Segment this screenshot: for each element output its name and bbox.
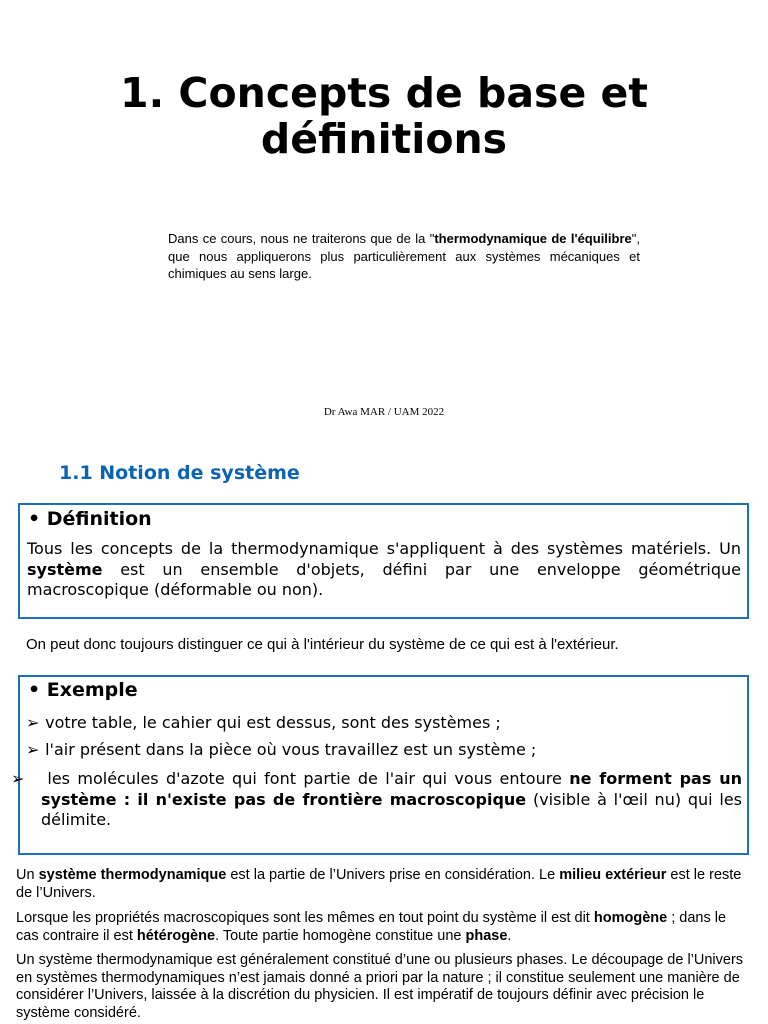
p2-bold-heterogene: hétérogène — [136, 927, 216, 944]
p2-bold-homogene: homogène — [593, 910, 668, 926]
example-item-3-text-a: les molécules d'azote qui font partie de l'air qui vous entoure — [47, 769, 570, 788]
intro-text-bold: thermodynamique de l'équilibre — [434, 231, 632, 246]
example-item-2 — [26, 740, 742, 761]
p1-text-d: est le reste de l’Univers. — [16, 867, 742, 901]
paragraph-system-definition — [16, 867, 746, 902]
example-item-3-text-b: (visible à l'œil nu) qui les délimite. — [41, 789, 742, 829]
example-box — [11, 675, 749, 855]
p2-text-c: ; dans le cas contraire il est — [16, 910, 727, 944]
arrow-bullet-icon: ➢ — [26, 713, 40, 732]
arrow-bullet-icon: ➢ — [11, 769, 25, 788]
example-item-1 — [26, 713, 742, 734]
paragraph-homogeneity — [16, 910, 746, 945]
p1-text-a: Un — [16, 867, 39, 883]
p1-text-c: est la partie de l’Univers prise en considération. Le — [226, 867, 560, 883]
definition-text-b: est un ensemble d'objets, défini par une enveloppe géométrique macroscopique (déformable ou non). — [27, 559, 741, 599]
example-heading: • Exemple — [28, 679, 138, 701]
p2-text-a: Lorsque les propriétés macroscopiques sont les mêmes en tout point du système il est dit — [16, 910, 594, 926]
definition-text-a: Tous les concepts de la thermodynamique s'appliquent à des systèmes matériels. Un — [27, 539, 741, 558]
p2-text-d: . Toute partie homogène constitue une — [215, 927, 466, 944]
page-title — [0, 70, 768, 162]
p2-bold-phase: phase — [465, 927, 508, 944]
intro-text-post: ", que nous appliquerons plus particulièrement aux systèmes mécaniques et chimiques au sens large. — [168, 231, 640, 281]
p1-bold-system: système thermodynamique — [38, 867, 227, 883]
example-item-1-text: votre table, le cahier qui est dessus, sont des systèmes ; — [45, 713, 501, 732]
p2-text-e: . — [507, 927, 512, 944]
p1-bold-milieu: milieu extérieur — [559, 867, 667, 883]
intro-text-pre: Dans ce cours, nous ne traiterons que de la " — [168, 231, 435, 246]
title-line-2: définitions — [260, 115, 508, 163]
definition-heading: • Définition — [28, 508, 152, 530]
example-item-3-bold: ne forment pas un système : il n'existe pas de frontière macroscopique — [41, 769, 743, 809]
example-item-3 — [11, 769, 743, 831]
definition-text-bold: système — [27, 559, 103, 579]
definition-text — [27, 539, 741, 601]
author-credit: Dr Awa MAR / UAM 2022 — [323, 406, 445, 418]
example-item-2-text: l'air présent dans la pièce où vous travaillez est un système ; — [45, 740, 537, 759]
title-line-1: 1. Concepts de base et — [120, 69, 648, 117]
between-text: On peut donc toujours distinguer ce qui à l'intérieur du système de ce qui est à l'extérieur. — [26, 636, 619, 653]
arrow-bullet-icon: ➢ — [26, 740, 40, 759]
definition-box — [18, 503, 749, 619]
section-heading: 1.1 Notion de système — [59, 462, 300, 484]
paragraph-phases: Un système thermodynamique est généralement constitué d’une ou plusieurs phases. Le découpage de l’Univers en systèmes thermodynamiques n’est jamais donné a priori par la nature ; il constitue seulement une manière de considérer l’Univers, laissée à la discrétion du physicien. Il est impératif de toujours définir avec précision le système considéré. — [16, 952, 744, 1021]
intro-paragraph — [168, 230, 640, 283]
